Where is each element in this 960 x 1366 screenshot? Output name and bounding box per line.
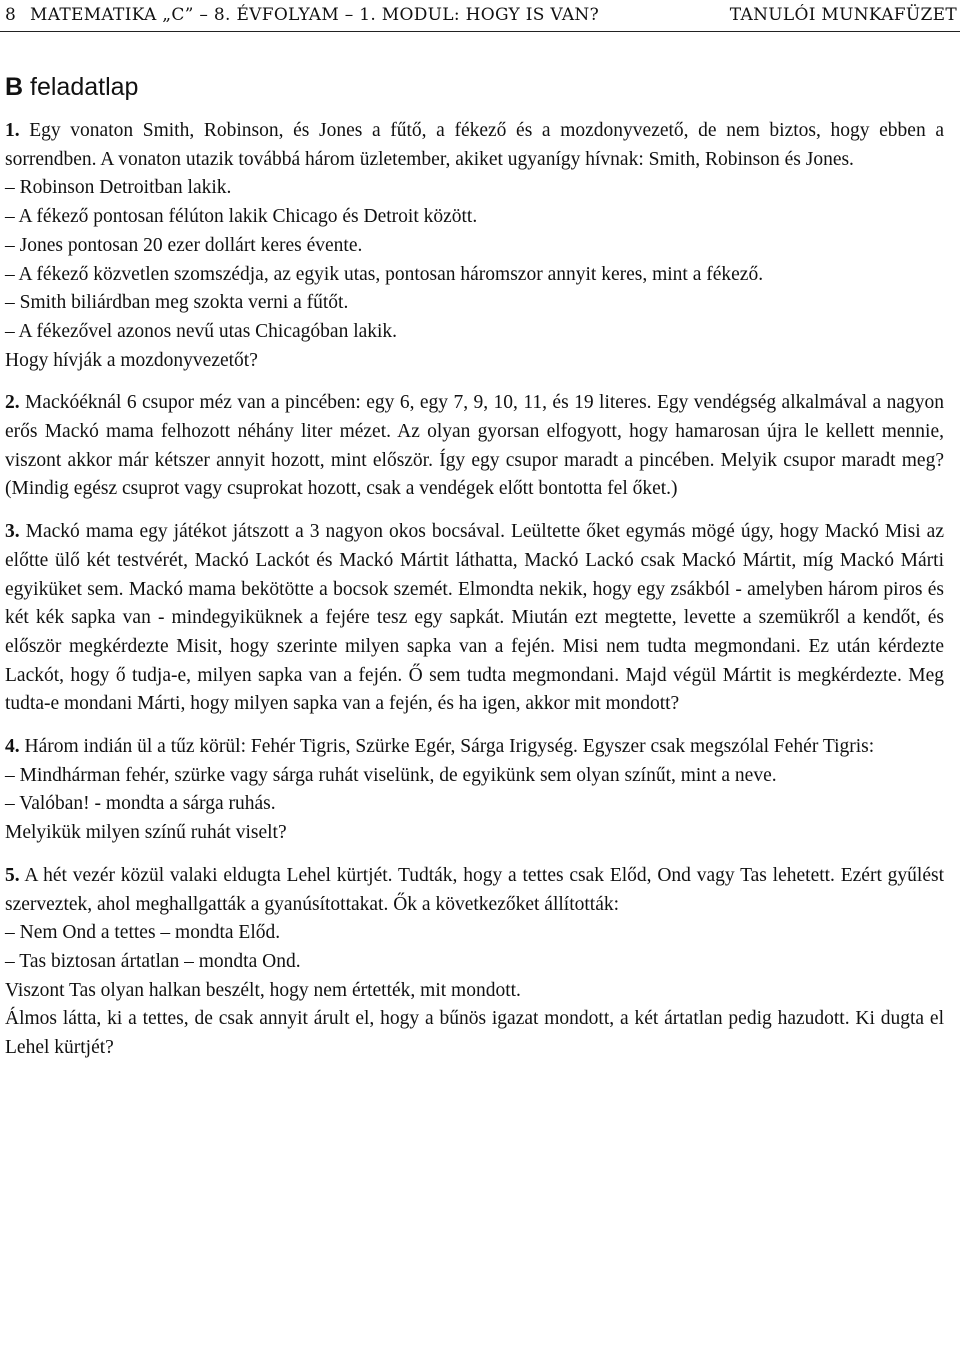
task-text: A hét vezér közül valaki eldugta Lehel kürtjét. Tudták, hogy a tettes csak Előd, Ond vagy Tas lehetett. Ezért gyűlést szerveztek, ahol meghallgatták a gyanúsítottakat. Ők a következőket állították:: [5, 864, 944, 915]
task-text: Egy vonaton Smith, Robinson, és Jones a fűtő, a fékező és a mozdonyvezető, de nem biztos, hogy ebben a sorrendben. A vonaton utazik továbbá három üzletember, akiket ugyanígy hívnak: Smith, Robinson és Jones.: [5, 120, 944, 170]
task-3: [5, 518, 944, 719]
task-line: – A fékezővel azonos nevű utas Chicagóban lakik.: [5, 320, 398, 342]
task-line: – Valóban! - mondta a sárga ruhás.: [5, 793, 276, 815]
task-text: Mackóéknál 6 csupor méz van a pincében: egy 6, egy 7, 9, 10, 11, és 19 literes. Egy vendégség alkalmával a nagyon erős Mackó mama felhozott néhány liter mézet. Az olyan gyorsan elfogyott, hogy hamarosan újra le kellett mennie, viszont akkor már kétszer annyit hozott, mint először. Így egy csupor maradt a pincében. Melyik csupor maradt meg? (Mindig egész csuprot vagy csuprokat hozott, csak a vendégek előtt bontotta fel őket.): [5, 392, 944, 500]
worksheet-title-rest: feladatlap: [23, 73, 139, 101]
task-question: Melyikük milyen színű ruhát viselt?: [5, 822, 287, 844]
task-text: Három indián ül a tűz körül: Fehér Tigris, Szürke Egér, Sárga Irigység. Egyszer csak megszólal Fehér Tigris:: [19, 736, 875, 758]
task-2: [5, 389, 944, 504]
task-1: [5, 117, 944, 375]
task-line: Viszont Tas olyan halkan beszélt, hogy nem értették, mit mondott.: [5, 979, 521, 1001]
task-line: – Tas biztosan ártatlan – mondta Ond.: [5, 950, 301, 972]
task-question: Hogy hívják a mozdonyvezetőt?: [5, 349, 258, 371]
task-text: Mackó mama egy játékot játszott a 3 nagyon okos bocsával. Leültette őket egymás mögé úgy, hogy Mackó Misi az előtte ülő két testvérét, Mackó Lackót és Mackó Mártit láthatta, Mackó Lackó csak Mackó Mártit, míg Mackó Márti egyiküket sem. Mackó mama bekötötte a bocsok szemét. Elmondta nekik, hogy egy zsákból - amelyben három piros és két kék sapka van - mindegyiküknek a fejére tesz egy sapkát. Miután ezt megtette, levette a szemükről a kendőt, és először megkérdezte Misit, hogy szerinte milyen sapka van a fején. Misi nem tudta megmondani. Ez után kérdezte Lackót, hogy ő tudja-e, milyen sapka van a fején. Ő sem tudta megmondani. Majd végül Mártit is megkérdezte. Meg tudta-e mondani Márti, hogy milyen sapka van a fején, és ha igen, akkor mit mondott?: [5, 521, 944, 715]
task-line: – Mindhárman fehér, szürke vagy sárga ruhát viselünk, de egyikünk sem olyan színűt, mint a neve.: [5, 764, 777, 786]
worksheet-title: [5, 72, 944, 102]
header-title: MATEMATIKA „C” – 8. ÉVFOLYAM – 1. MODUL: HOGY IS VAN?: [30, 5, 600, 25]
page-number: 8: [5, 5, 17, 25]
task-line: – Smith biliárdban meg szokta verni a fűtőt.: [5, 292, 349, 314]
task-4: [5, 733, 944, 848]
task-line: – Jones pontosan 20 ezer dollárt keres évente.: [5, 234, 363, 256]
worksheet-content: [5, 72, 944, 1077]
page-header: [0, 0, 960, 32]
task-5: [5, 862, 944, 1063]
header-right-label: TANULÓI MUNKAFÜZET: [729, 5, 957, 25]
task-number: 3.: [5, 521, 20, 543]
task-number: 4.: [5, 736, 20, 758]
worksheet-title-letter: B: [5, 73, 24, 101]
task-number: 2.: [5, 392, 20, 414]
task-question: Álmos látta, ki a tettes, de csak annyit árult el, hogy a bűnös igazat mondott, a két ártatlan pedig hazudott. Ki dugta el Lehel kürtjét?: [5, 1008, 944, 1059]
task-number: 1.: [5, 120, 20, 141]
task-line: – A fékező pontosan félúton lakik Chicago és Detroit között.: [5, 206, 478, 228]
task-line: – A fékező közvetlen szomszédja, az egyik utas, pontosan háromszor annyit keres, mint a fékező.: [5, 263, 764, 285]
task-line: – Nem Ond a tettes – mondta Előd.: [5, 922, 281, 944]
task-line: – Robinson Detroitban lakik.: [5, 177, 232, 199]
task-number: 5.: [5, 864, 20, 886]
